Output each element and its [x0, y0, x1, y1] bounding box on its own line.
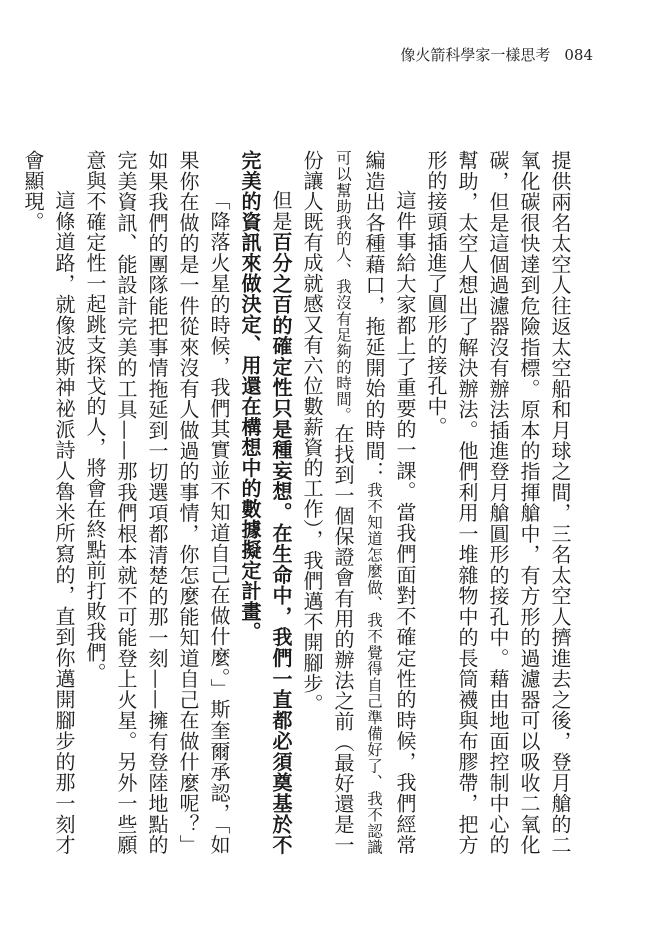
body-text-segment: 這條道路，就像波斯神祕派詩人魯米所寫的，直到你邁開腳步的那一刻才會顯現。 [21, 150, 76, 855]
running-header [400, 44, 593, 65]
paragraph [296, 150, 420, 855]
body-text-segment: 在找到一個保證會有用的辦法之前（最好還是一份讓人既有成就感又有六位數薪資的工作），我們邁不開腳步。 [300, 150, 355, 856]
inner-thought-text: 我不知道怎麼做、我不覺得自己準備好了、我不認識可以幫助我的人、我沒有足夠的時間。 [334, 150, 383, 856]
body-text-segment: 但是 [269, 190, 293, 232]
vertical-body-text [17, 150, 575, 855]
paragraph [17, 150, 79, 855]
emphasized-text: 百分之百的確定性只是種妄想。在生命中，我們一直都必須奠基於不完美的資訊來做決定、用還在構想中的數據擬定計畫。 [238, 150, 293, 856]
body-text-segment: 「降落火星的時候，我們其實並不知道自己在做什麼。」斯奎爾承認，「如果你在做的是一件從來沒有人做過的事情，你怎麼能知道自己在做什麼呢？」如果我們的團隊能把事情拖延到一切選項都清楚的那一刻——擁有登陸地點的完美資訊、能設計完美的工具——那我們根本就不可能登上火星。另外一些願意與不確定性一起跳支探戈的人，將會在終點前打敗我們。 [83, 150, 231, 855]
body-text-segment: 這件事給大家都上了重要的一課。當我們面對不確定性的時候，我們經常編造出各種藉口，拖延開始的時間： [362, 150, 417, 855]
page-number: 084 [564, 46, 593, 64]
paragraph [79, 150, 234, 855]
body-text-segment: 提供兩名太空人往返太空船和月球之間，三名太空人擠進去之後，登月艙的二氧化碳很快達到危險指標。原本的指揮艙中，有方形的過濾器可以吸收二氧化碳，但是這個過濾器沒有辦法插進登月艙圓形的接孔中。藉由地面控制中心的幫助，太空人想出了解決辦法。他們利用一堆雜物中的長筒襪與布膠帶，把方形的接頭插進了圓形的接孔中。 [424, 150, 572, 855]
paragraph [420, 150, 575, 855]
paragraph [234, 150, 296, 855]
book-title: 像火箭科學家一樣思考 [400, 46, 551, 64]
